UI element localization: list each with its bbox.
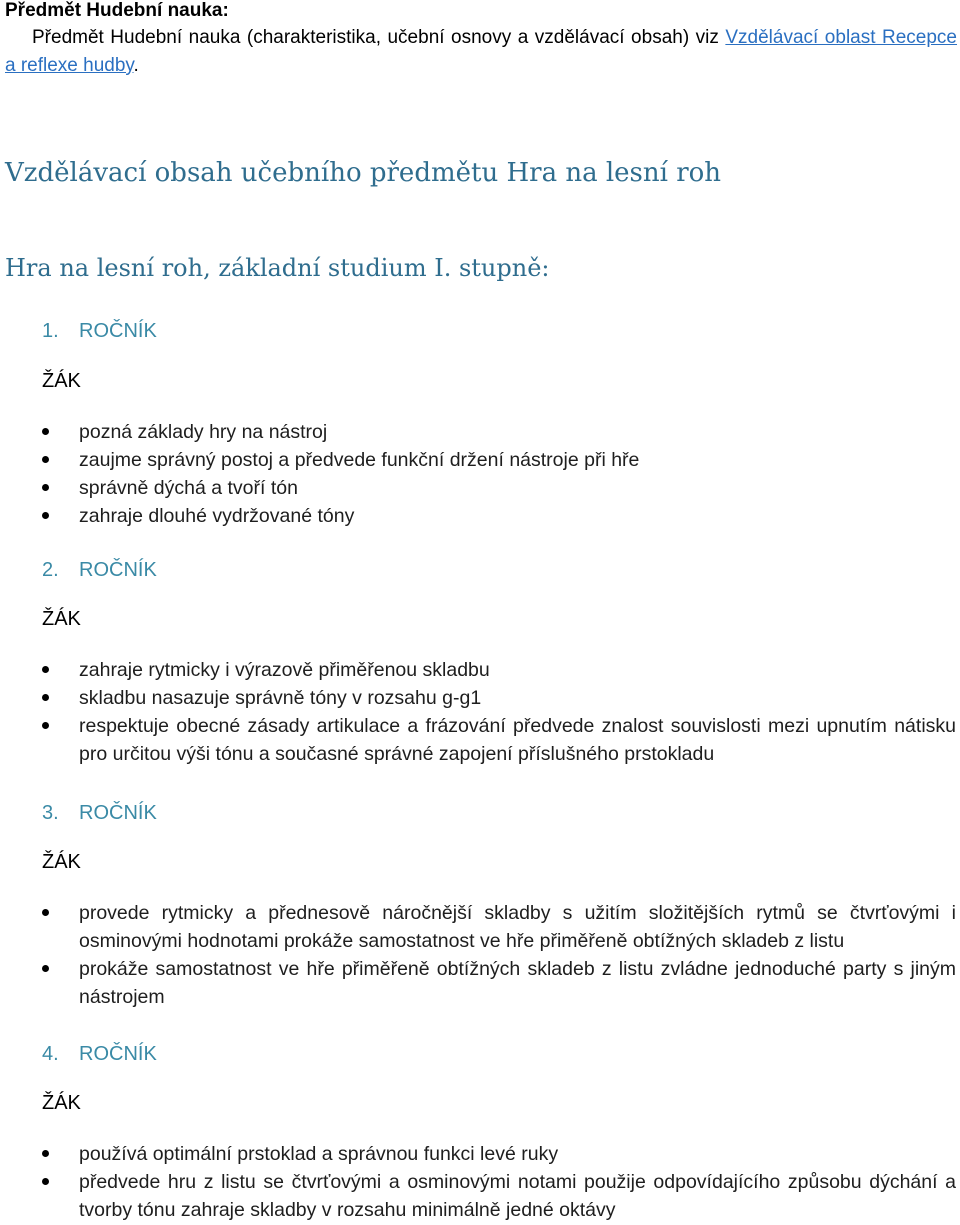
list-item-text: zaujme správný postoj a předvede funkční držení nástroje při hře — [79, 449, 640, 471]
bullet-icon — [42, 965, 49, 972]
grade-1-heading — [42, 318, 157, 344]
intro-tail: . — [133, 55, 139, 76]
subject-title: Předmět Hudební nauka: — [5, 0, 229, 21]
bullet-icon — [42, 722, 49, 729]
bullet-icon — [42, 1178, 49, 1185]
bullet-icon — [42, 666, 49, 673]
list-item-text: respektuje obecné zásady artikulace a frázování předvede znalost souvislosti mezi upnutím nátisku pro určitou výši tónu a současné správné zapojení příslušného prstokladu — [79, 715, 956, 765]
subsection-heading: Hra na lesní roh, základní studium I. stupně: — [5, 254, 550, 282]
grade-4-heading — [42, 1041, 157, 1067]
list-item — [42, 955, 956, 1011]
list-item-text: zahraje dlouhé vydržované tóny — [79, 505, 355, 527]
grade-3-heading — [42, 800, 157, 826]
list-item — [42, 712, 956, 768]
grade-label: ROČNÍK — [79, 802, 157, 824]
grade-number: 3. — [42, 802, 59, 824]
grade-4-outcomes-list — [42, 1140, 956, 1224]
list-item — [42, 446, 956, 474]
list-item-text: provede rytmicky a přednesově náročnější skladby s užitím složitějších rytmů se čtvrťovými i osminovými hodnotami prokáže samostatnost ve hře přiměřeně obtížných skladeb z listu — [79, 902, 956, 952]
grade-label: ROČNÍK — [79, 559, 157, 581]
list-item — [42, 684, 956, 712]
bullet-icon — [42, 484, 49, 491]
list-item-text: správně dýchá a tvoří tón — [79, 477, 298, 499]
bullet-icon — [42, 694, 49, 701]
intro-paragraph — [5, 24, 957, 80]
grade-label: ROČNÍK — [79, 1043, 157, 1065]
list-item — [42, 899, 956, 955]
grade-3-outcomes-list — [42, 899, 956, 1011]
grade-2-outcomes-list — [42, 656, 956, 768]
grade-number: 1. — [42, 320, 59, 342]
grade-label: ROČNÍK — [79, 320, 157, 342]
grade-1-student-label: ŽÁK — [42, 370, 81, 392]
list-item — [42, 1168, 956, 1224]
list-item — [42, 474, 956, 502]
grade-2-student-label: ŽÁK — [42, 608, 81, 630]
list-item — [42, 502, 956, 530]
bullet-icon — [42, 1150, 49, 1157]
list-item-text: předvede hru z listu se čtvrťovými a osminovými notami použije odpovídajícího způsobu dýchání a tvorby tónu zahraje skladby v rozsahu minimálně jedné oktávy — [79, 1171, 956, 1221]
list-item — [42, 418, 956, 446]
list-item-text: prokáže samostatnost ve hře přiměřeně obtížných skladeb z listu zvládne jednoduché party s jiným nástrojem — [79, 958, 956, 1008]
grade-number: 4. — [42, 1043, 59, 1065]
list-item — [42, 1140, 956, 1168]
grade-4-student-label: ŽÁK — [42, 1092, 81, 1114]
bullet-icon — [42, 456, 49, 463]
list-item-text: pozná základy hry na nástroj — [79, 421, 328, 443]
list-item-text: skladbu nasazuje správně tóny v rozsahu g-g1 — [79, 687, 482, 709]
intro-text: Předmět Hudební nauka (charakteristika, učební osnovy a vzdělávací obsah) viz — [32, 27, 726, 48]
grade-2-heading — [42, 557, 157, 583]
grade-1-outcomes-list — [42, 418, 956, 530]
list-item-text: používá optimální prstoklad a správnou funkci levé ruky — [79, 1143, 559, 1165]
section-heading: Vzdělávací obsah učebního předmětu Hra na lesní roh — [5, 158, 722, 188]
curriculum-area-link[interactable]: Vzdělávací oblast Recepce a reflexe hudby — [5, 27, 957, 76]
bullet-icon — [42, 909, 49, 916]
list-item — [42, 656, 956, 684]
grade-3-student-label: ŽÁK — [42, 851, 81, 873]
list-item-text: zahraje rytmicky i výrazově přiměřenou skladbu — [79, 659, 490, 681]
bullet-icon — [42, 512, 49, 519]
bullet-icon — [42, 428, 49, 435]
grade-number: 2. — [42, 559, 59, 581]
